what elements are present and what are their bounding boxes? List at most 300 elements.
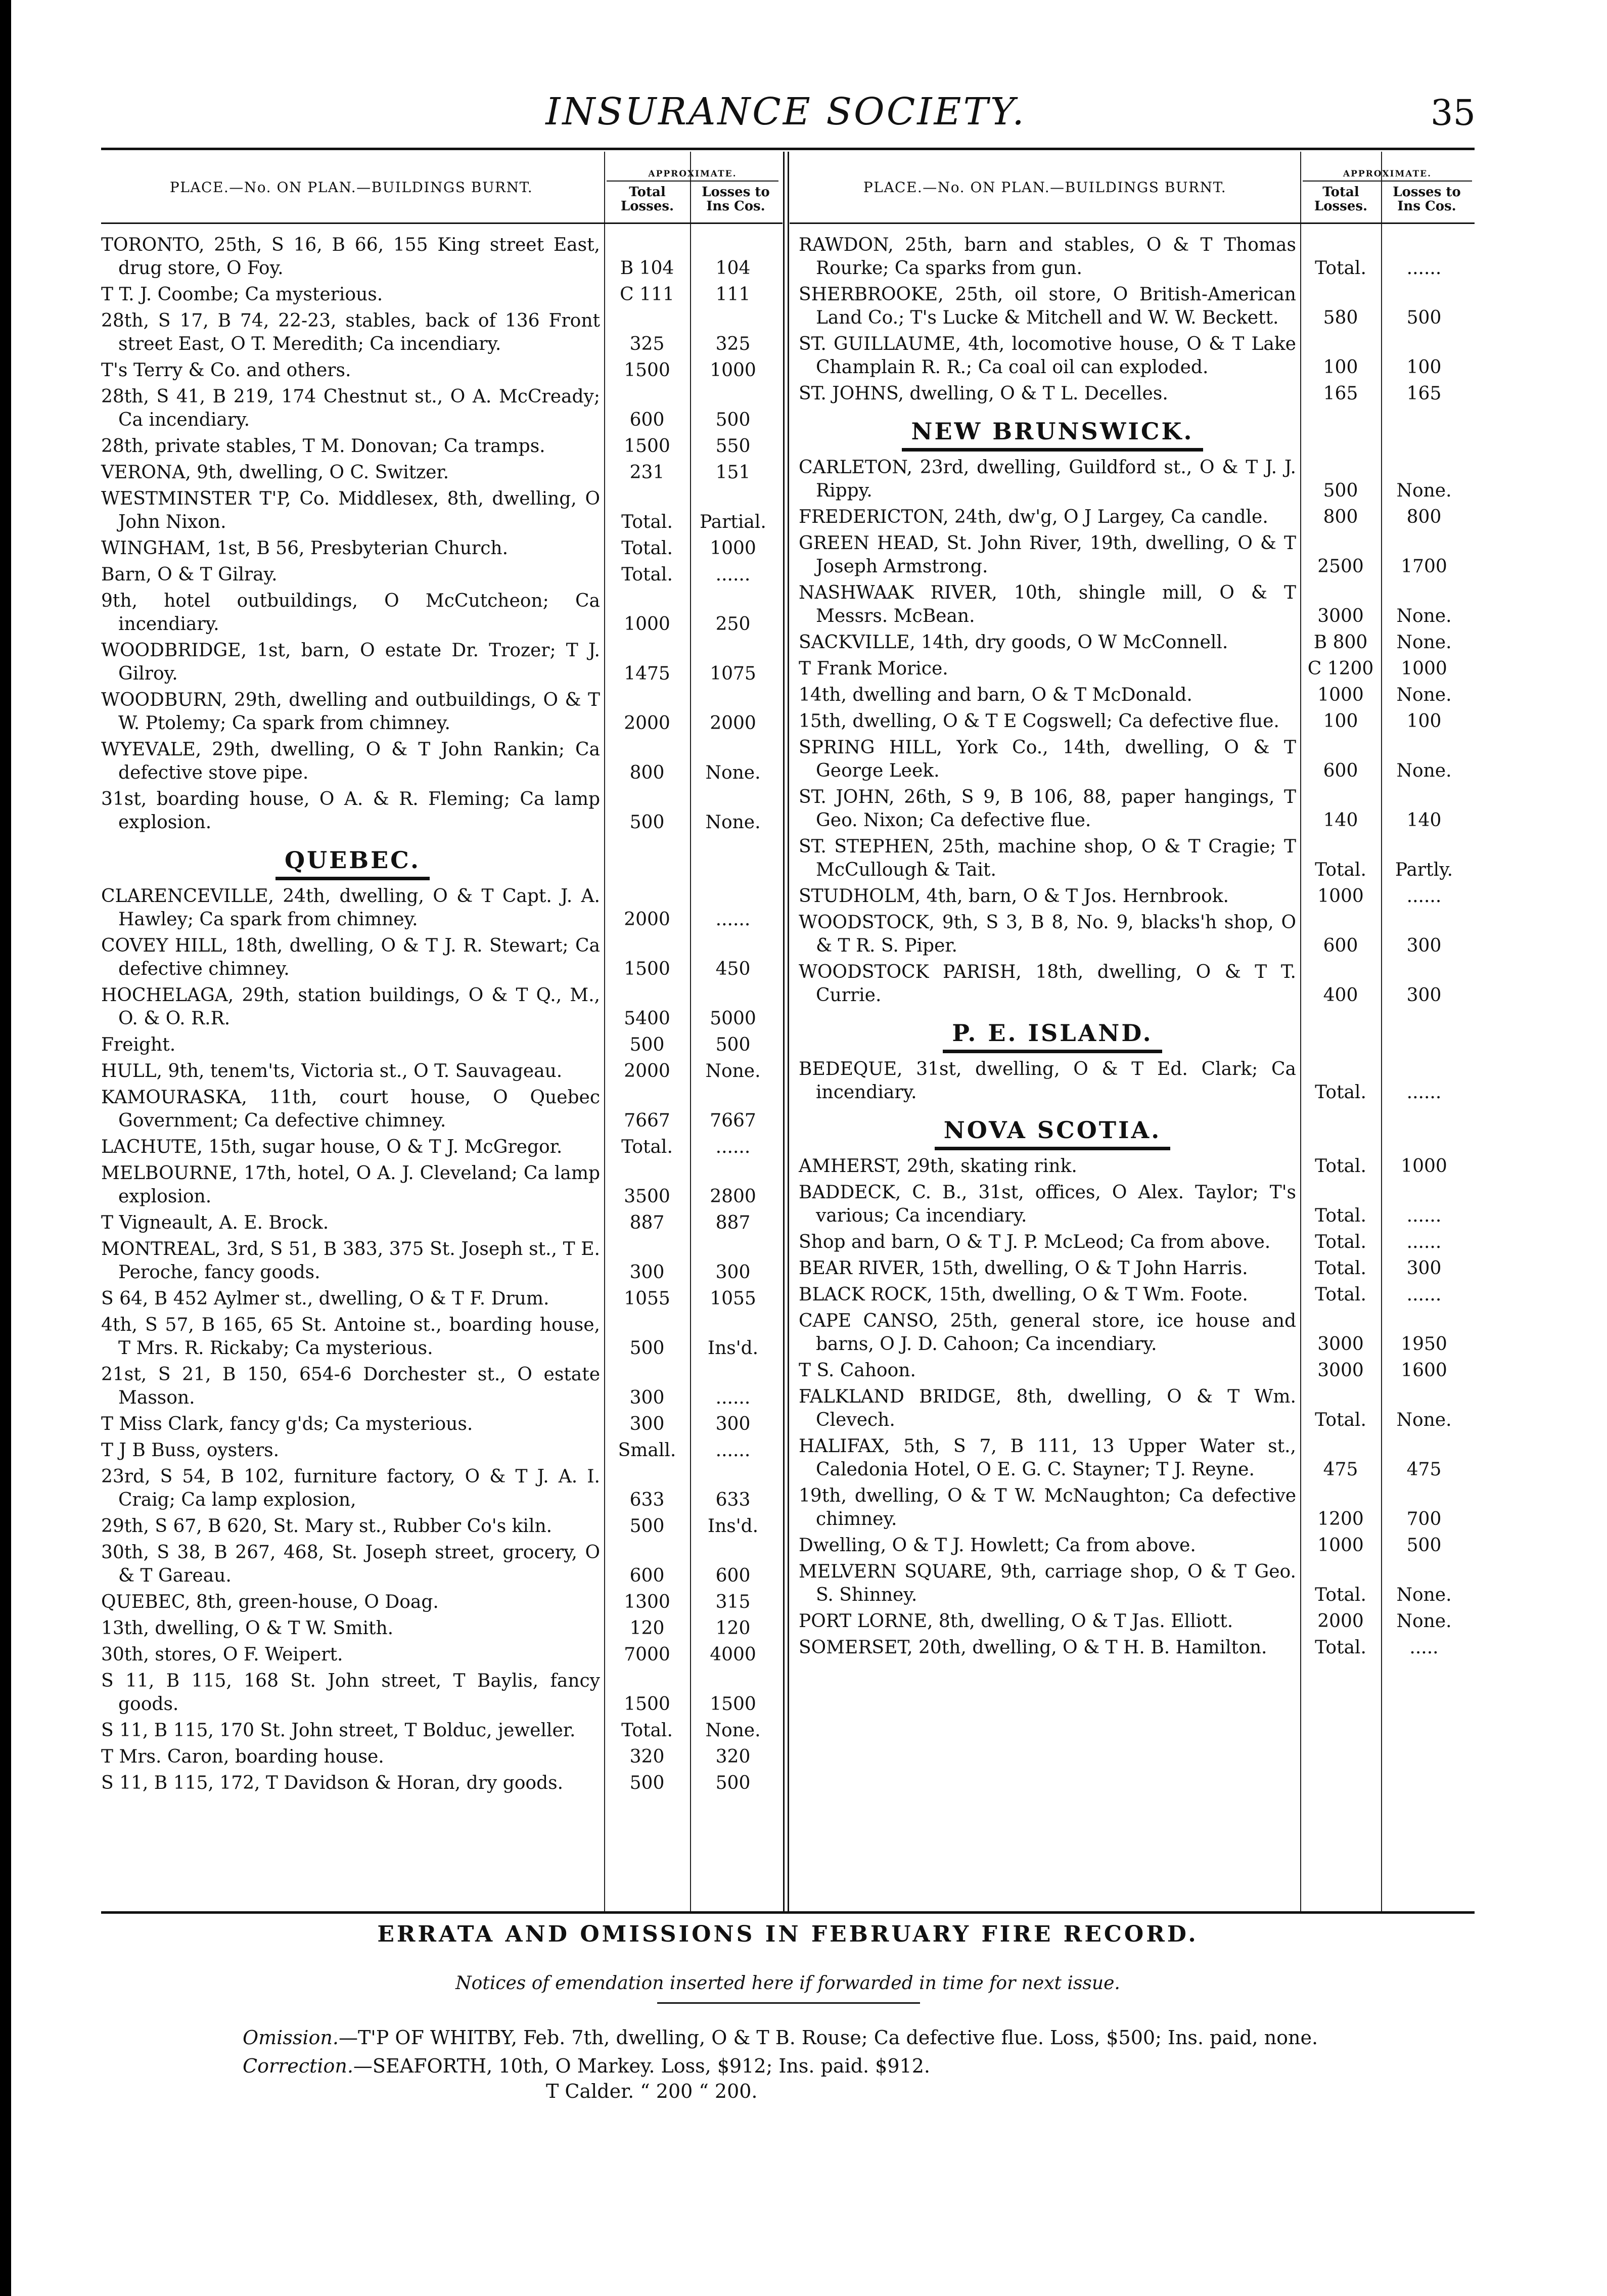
- total-losses-cell: Total.: [1315, 1284, 1366, 1305]
- total-losses-cell: Total.: [1315, 258, 1366, 279]
- ins-losses-cell: ......: [715, 909, 751, 930]
- entry-text: WOODSTOCK PARISH, 18th, dwelling, O & T T. Currie.: [799, 962, 1296, 1006]
- entry-text: 23rd, S 54, B 102, furniture factory, O & T J. A. I. Craig; Ca lamp explosion,: [101, 1466, 600, 1510]
- correction-label: Correction.: [243, 2055, 353, 2077]
- table-row: [101, 1439, 783, 1462]
- table-row: [101, 537, 783, 560]
- total-losses-cell: 1475: [624, 663, 670, 684]
- table-row: [101, 234, 783, 280]
- correction-line-2: T Calder. “ 200 “ 200.: [546, 2080, 758, 2102]
- total-losses-cell: 500: [629, 1338, 665, 1359]
- table-row: [101, 1643, 783, 1667]
- total-losses-cell: 1000: [1317, 886, 1364, 907]
- table-row: [790, 835, 1475, 882]
- ins-losses-cell: 7667: [710, 1110, 756, 1131]
- table-row: [101, 435, 783, 458]
- ins-losses-cell: None.: [705, 1061, 761, 1082]
- total-losses-cell: 2000: [1317, 1611, 1364, 1632]
- table-row: [101, 1136, 783, 1159]
- total-losses-cell: 100: [1323, 711, 1358, 732]
- total-losses-cell: 500: [629, 1034, 665, 1055]
- table-row: [101, 934, 783, 981]
- table-row: [101, 590, 783, 636]
- ins-losses-cell: None.: [705, 812, 761, 833]
- entry-text: 28th, private stables, T M. Donovan; Ca tramps.: [101, 436, 545, 457]
- table-row: [101, 639, 783, 686]
- total-losses-cell: Total.: [1315, 1637, 1366, 1658]
- total-losses-cell: 2500: [1317, 556, 1364, 577]
- table-row: [101, 1086, 783, 1133]
- ins-losses-cell: None.: [1396, 606, 1452, 626]
- table-row: [790, 1435, 1475, 1481]
- left-column: [101, 152, 783, 1911]
- ins-losses-cell: None.: [705, 1720, 761, 1741]
- table-row: [101, 487, 783, 534]
- total-losses-cell: 325: [629, 334, 665, 354]
- ins-losses-cell: 120: [715, 1618, 751, 1639]
- entry-text: QUEBEC, 8th, green-house, O Doag.: [101, 1592, 439, 1612]
- table-row: [790, 631, 1475, 654]
- table-row: [101, 563, 783, 587]
- total-losses-cell: 600: [1323, 760, 1358, 781]
- omission-label: Omission.: [243, 2027, 339, 2049]
- section-heading: [790, 418, 1315, 445]
- ins-losses-cell: 320: [715, 1746, 751, 1767]
- table-row: [790, 283, 1475, 330]
- entry-text: 13th, dwelling, O & T W. Smith.: [101, 1618, 394, 1639]
- table-row: [101, 309, 783, 356]
- table-row: [101, 1033, 783, 1057]
- entry-text: Shop and barn, O & T J. P. McLeod; Ca from above.: [799, 1232, 1271, 1252]
- ins-losses-cell: None.: [1396, 1410, 1452, 1430]
- ins-losses-cell: 104: [715, 258, 751, 279]
- ins-losses-cell: ......: [1406, 1082, 1442, 1103]
- entry-text: T Mrs. Caron, boarding house.: [101, 1746, 384, 1767]
- entry-text: NASHWAAK RIVER, 10th, shingle mill, O & T Messrs. McBean.: [799, 582, 1296, 626]
- entry-text: WOODBRIDGE, 1st, barn, O estate Dr. Trozer; T J. Gilroy.: [101, 640, 600, 684]
- entry-text: T Vigneault, A. E. Brock.: [101, 1212, 329, 1233]
- section-heading: [790, 1116, 1315, 1144]
- ins-losses-cell: 2800: [710, 1186, 756, 1207]
- total-losses-cell: 1200: [1317, 1509, 1364, 1529]
- table-row: [790, 1181, 1475, 1228]
- entry-text: HULL, 9th, tenem'ts, Victoria st., O T. Sauvageau.: [101, 1061, 563, 1082]
- table-row: [101, 1314, 783, 1360]
- entry-text: MONTREAL, 3rd, S 51, B 383, 375 St. Joseph st., T E. Peroche, fancy goods.: [101, 1239, 600, 1283]
- table-row: [790, 1636, 1475, 1659]
- ins-losses-cell: 300: [715, 1414, 751, 1434]
- ins-losses-cell: ......: [715, 1387, 751, 1408]
- table-row: [101, 1060, 783, 1083]
- ins-losses-cell: 1000: [1401, 1156, 1447, 1177]
- footer-rule: [101, 1911, 1475, 1914]
- entry-text: HOCHELAGA, 29th, station buildings, O & T Q., M., O. & O. R.R.: [101, 985, 600, 1029]
- ins-losses-cell: 100: [1406, 711, 1442, 732]
- entry-text: COVEY HILL, 18th, dwelling, O & T J. R. Stewart; Ca defective chimney.: [101, 935, 600, 979]
- ins-losses-cell: 1700: [1401, 556, 1447, 577]
- ins-losses-cell: .....: [1409, 1637, 1439, 1658]
- total-losses-cell: B 800: [1313, 632, 1368, 653]
- entry-text: AMHERST, 29th, skating rink.: [799, 1156, 1077, 1177]
- ins-losses-cell: 633: [715, 1490, 751, 1510]
- page-binding-edge: [0, 0, 11, 2296]
- ins-losses-cell: Partial.: [700, 512, 766, 532]
- ins-losses-cell: None.: [1396, 685, 1452, 705]
- entry-text: 28th, S 17, B 74, 22-23, stables, back of 136 Front street East, O T. Meredith; Ca incendiary.: [101, 310, 600, 354]
- table-row: [101, 1465, 783, 1512]
- section-heading-text: NEW BRUNSWICK.: [902, 418, 1203, 452]
- ins-losses-cell: 1950: [1401, 1334, 1447, 1355]
- entry-text: CAPE CANSO, 25th, general store, ice house and barns, O J. D. Cahoon; Ca incendiary.: [799, 1311, 1296, 1355]
- ins-losses-cell: 5000: [710, 1008, 756, 1029]
- total-losses-cell: 7667: [624, 1110, 670, 1131]
- table-row: [101, 689, 783, 735]
- header-approximate: APPROXIMATE.: [607, 169, 778, 182]
- total-losses-cell: 500: [629, 1516, 665, 1537]
- total-losses-cell: 400: [1323, 985, 1358, 1006]
- entry-text: MELVERN SQUARE, 9th, carriage shop, O & T Geo. S. Shinney.: [799, 1561, 1296, 1605]
- table-row: [790, 581, 1475, 628]
- entry-text: KAMOURASKA, 11th, court house, O Quebec Government; Ca defective chimney.: [101, 1087, 600, 1131]
- table-row: [101, 461, 783, 484]
- total-losses-cell: Total.: [1315, 1082, 1366, 1103]
- ins-losses-cell: None.: [1396, 760, 1452, 781]
- total-losses-cell: 7000: [624, 1644, 670, 1665]
- table-row: [790, 736, 1475, 783]
- ins-losses-cell: Partly.: [1395, 860, 1453, 880]
- entry-text: CARLETON, 23rd, dwelling, Guildford st., O & T J. J. Rippy.: [799, 457, 1296, 501]
- entry-text: T T. J. Coombe; Ca mysterious.: [101, 284, 383, 305]
- ins-losses-cell: None.: [1396, 632, 1452, 653]
- ins-losses-cell: 1000: [1401, 658, 1447, 679]
- entry-text: 21st, S 21, B 150, 654-6 Dorchester st., O estate Masson.: [101, 1364, 600, 1408]
- total-losses-cell: 300: [629, 1387, 665, 1408]
- total-losses-cell: 600: [629, 1565, 665, 1586]
- total-losses-cell: 165: [1323, 383, 1358, 404]
- entry-text: Dwelling, O & T J. Howlett; Ca from above.: [799, 1535, 1196, 1556]
- section-heading-text: P. E. ISLAND.: [943, 1019, 1162, 1053]
- correction-text: —SEAFORTH, 10th, O Markey. Loss, $912; Ins. paid. $912.: [353, 2055, 930, 2077]
- ins-losses-cell: 250: [715, 614, 751, 635]
- entry-text: WESTMINSTER T'P, Co. Middlesex, 8th, dwelling, O John Nixon.: [101, 488, 600, 532]
- ins-losses-cell: None.: [1396, 1611, 1452, 1632]
- total-losses-cell: 1500: [624, 436, 670, 457]
- ins-losses-cell: 2000: [710, 713, 756, 734]
- table-row: [790, 1484, 1475, 1531]
- total-losses-cell: Total.: [1315, 1258, 1366, 1279]
- entry-text: Freight.: [101, 1034, 176, 1055]
- total-losses-cell: Total.: [621, 1137, 673, 1157]
- top-rule: [101, 148, 1475, 150]
- total-losses-cell: 3000: [1317, 1334, 1364, 1355]
- entry-text: S 64, B 452 Aylmer st., dwelling, O & T F. Drum.: [101, 1288, 549, 1309]
- table-row: [101, 1363, 783, 1410]
- total-losses-cell: 3500: [624, 1186, 670, 1207]
- notice-rule: [657, 2002, 920, 2004]
- omission-text: —T'P OF WHITBY, Feb. 7th, dwelling, O & T B. Rouse; Ca defective flue. Loss, $500; Ins. paid, none.: [338, 2027, 1318, 2049]
- ins-losses-cell: 600: [715, 1565, 751, 1586]
- entry-text: BLACK ROCK, 15th, dwelling, O & T Wm. Foote.: [799, 1284, 1248, 1305]
- header-total-losses: Total Losses.: [1314, 185, 1368, 214]
- ins-losses-cell: 100: [1406, 357, 1442, 378]
- ins-losses-cell: 800: [1406, 507, 1442, 527]
- ins-losses-cell: ......: [1406, 886, 1442, 907]
- page-title: INSURANCE SOCIETY.: [545, 90, 1026, 133]
- table-row: [101, 385, 783, 432]
- table-row: [101, 1287, 783, 1311]
- table-row: [790, 911, 1475, 958]
- table-row: [790, 684, 1475, 707]
- table-row: [790, 1359, 1475, 1382]
- entry-text: VERONA, 9th, dwelling, O C. Switzer.: [101, 462, 449, 483]
- header-place: PLACE.—No. ON PLAN.—BUILDINGS BURNT.: [863, 179, 1227, 196]
- ins-losses-cell: Ins'd.: [707, 1338, 759, 1359]
- entry-text: SPRING HILL, York Co., 14th, dwelling, O & T George Leek.: [799, 737, 1296, 781]
- ins-losses-cell: ......: [1406, 1284, 1442, 1305]
- entry-text: 4th, S 57, B 165, 65 St. Antoine st., boarding house, T Mrs. R. Rickaby; Ca mysterious.: [101, 1315, 600, 1359]
- ins-losses-cell: ......: [1406, 1232, 1442, 1252]
- entry-text: ST. GUILLAUME, 4th, locomotive house, O & T Lake Champlain R. R.; Ca coal oil can exploded.: [799, 334, 1296, 378]
- ins-losses-cell: 1055: [710, 1288, 756, 1309]
- table-row: [101, 283, 783, 306]
- total-losses-cell: C 111: [620, 284, 674, 305]
- entry-text: WYEVALE, 29th, dwelling, O & T John Rankin; Ca defective stove pipe.: [101, 739, 600, 783]
- entry-text: LACHUTE, 15th, sugar house, O & T J. McGregor.: [101, 1137, 563, 1157]
- section-heading: [790, 1019, 1315, 1047]
- entry-text: PORT LORNE, 8th, dwelling, O & T Jas. Elliott.: [799, 1611, 1233, 1632]
- entry-text: S 11, B 115, 168 St. John street, T Baylis, fancy goods.: [101, 1671, 600, 1715]
- errata-notice: Notices of emendation inserted here if forwarded in time for next issue.: [455, 1973, 1120, 1994]
- total-losses-cell: Total.: [621, 538, 673, 559]
- ins-losses-cell: 475: [1406, 1459, 1442, 1480]
- entry-text: HALIFAX, 5th, S 7, B 111, 13 Upper Water st., Caledonia Hotel, O E. G. C. Stayner; T J. Reyne.: [799, 1436, 1296, 1480]
- table-row: [790, 1231, 1475, 1254]
- table-row: [790, 456, 1475, 503]
- right-rows: [790, 234, 1475, 1662]
- fire-record-table: [101, 152, 1475, 1911]
- ins-losses-cell: 500: [1406, 1535, 1442, 1556]
- ins-losses-cell: None.: [705, 762, 761, 783]
- total-losses-cell: 800: [1323, 507, 1358, 527]
- total-losses-cell: Total.: [1315, 1156, 1366, 1177]
- ins-losses-cell: ......: [1406, 258, 1442, 279]
- omission-line: [243, 2025, 1466, 2050]
- table-row: [790, 786, 1475, 832]
- entry-text: BEAR RIVER, 15th, dwelling, O & T John Harris.: [799, 1258, 1248, 1279]
- ins-losses-cell: 151: [715, 462, 751, 483]
- table-row: [790, 382, 1475, 406]
- table-row: [101, 1541, 783, 1588]
- total-losses-cell: 475: [1323, 1459, 1358, 1480]
- entry-text: T S. Cahoon.: [799, 1360, 916, 1381]
- ins-losses-cell: ......: [715, 1440, 751, 1461]
- table-row: [790, 885, 1475, 908]
- total-losses-cell: 1300: [624, 1592, 670, 1612]
- table-row: [101, 1413, 783, 1436]
- table-row: [790, 1385, 1475, 1432]
- total-losses-cell: 1000: [1317, 1535, 1364, 1556]
- table-row: [790, 710, 1475, 733]
- total-losses-cell: Total.: [1315, 1585, 1366, 1605]
- ins-losses-cell: None.: [1396, 480, 1452, 501]
- table-row: [101, 1591, 783, 1614]
- total-losses-cell: 600: [629, 410, 665, 430]
- section-heading-text: QUEBEC.: [276, 846, 430, 880]
- total-losses-cell: 2000: [624, 1061, 670, 1082]
- entry-text: ST. JOHN, 26th, S 9, B 106, 88, paper hangings, T Geo. Nixon; Ca defective flue.: [799, 787, 1296, 831]
- ins-losses-cell: 111: [715, 284, 751, 305]
- ins-losses-cell: 300: [1406, 1258, 1442, 1279]
- total-losses-cell: 320: [629, 1746, 665, 1767]
- table-row: [101, 885, 783, 931]
- table-row: [790, 506, 1475, 529]
- header-losses-to-ins: Losses to Ins Cos.: [702, 185, 770, 214]
- entry-text: MELBOURNE, 17th, hotel, O A. J. Cleveland; Ca lamp explosion.: [101, 1163, 600, 1207]
- table-row: [101, 1162, 783, 1208]
- total-losses-cell: 1500: [624, 360, 670, 381]
- total-losses-cell: Total.: [621, 512, 673, 532]
- correction-line: [243, 2054, 1466, 2078]
- total-losses-cell: 500: [629, 812, 665, 833]
- entry-text: T Frank Morice.: [799, 658, 948, 679]
- entry-text: WINGHAM, 1st, B 56, Presbyterian Church.: [101, 538, 509, 559]
- total-losses-cell: 231: [629, 462, 665, 483]
- center-double-rule: [783, 152, 789, 1911]
- total-losses-cell: 1000: [1317, 685, 1364, 705]
- ins-losses-cell: 165: [1406, 383, 1442, 404]
- section-heading: [101, 846, 604, 874]
- entry-text: S 11, B 115, 172, T Davidson & Horan, dry goods.: [101, 1773, 564, 1793]
- total-losses-cell: 2000: [624, 713, 670, 734]
- total-losses-cell: 1500: [624, 1694, 670, 1715]
- total-losses-cell: 5400: [624, 1008, 670, 1029]
- right-column: [790, 152, 1475, 1911]
- table-row: [101, 1238, 783, 1284]
- entry-text: SOMERSET, 20th, dwelling, O & T H. B. Hamilton.: [799, 1637, 1267, 1658]
- table-header: [790, 152, 1475, 224]
- total-losses-cell: 300: [629, 1262, 665, 1283]
- table-row: [101, 738, 783, 785]
- table-row: [101, 984, 783, 1030]
- total-losses-cell: 500: [1323, 480, 1358, 501]
- total-losses-cell: 600: [1323, 935, 1358, 956]
- entry-text: BADDECK, C. B., 31st, offices, O Alex. Taylor; T's various; Ca incendiary.: [799, 1182, 1296, 1226]
- ins-losses-cell: 500: [715, 1034, 751, 1055]
- total-losses-cell: 3000: [1317, 1360, 1364, 1381]
- ins-losses-cell: None.: [1396, 1585, 1452, 1605]
- ins-losses-cell: 315: [715, 1592, 751, 1612]
- ins-losses-cell: 140: [1406, 810, 1442, 831]
- ins-losses-cell: 500: [715, 1773, 751, 1793]
- entry-text: 28th, S 41, B 219, 174 Chestnut st., O A. McCready; Ca incendiary.: [101, 386, 600, 430]
- total-losses-cell: Total.: [1315, 1205, 1366, 1226]
- total-losses-cell: 1055: [624, 1288, 670, 1309]
- ins-losses-cell: Ins'd.: [707, 1516, 759, 1537]
- table-row: [790, 1257, 1475, 1280]
- ins-losses-cell: 325: [715, 334, 751, 354]
- running-head: [96, 90, 1476, 136]
- entry-text: CLARENCEVILLE, 24th, dwelling, O & T Capt. J. A. Hawley; Ca spark from chimney.: [101, 886, 600, 930]
- ins-losses-cell: 1075: [710, 663, 756, 684]
- entry-text: T's Terry & Co. and others.: [101, 360, 351, 381]
- entry-text: SACKVILLE, 14th, dry goods, O W McConnell.: [799, 632, 1228, 653]
- total-losses-cell: 500: [629, 1773, 665, 1793]
- ins-losses-cell: 887: [715, 1212, 751, 1233]
- total-losses-cell: 1500: [624, 959, 670, 979]
- total-losses-cell: 580: [1323, 307, 1358, 328]
- ins-losses-cell: 700: [1406, 1509, 1442, 1529]
- ins-losses-cell: 1000: [710, 538, 756, 559]
- ins-losses-cell: 500: [715, 410, 751, 430]
- entry-text: 31st, boarding house, O A. & R. Fleming; Ca lamp explosion.: [101, 789, 600, 833]
- table-row: [101, 1670, 783, 1716]
- table-row: [101, 1211, 783, 1235]
- table-row: [101, 1617, 783, 1640]
- table-header: [101, 152, 783, 224]
- ins-losses-cell: ......: [715, 564, 751, 585]
- header-total-losses: Total Losses.: [620, 185, 674, 214]
- table-row: [790, 1310, 1475, 1356]
- ins-losses-cell: 4000: [710, 1644, 756, 1665]
- table-row: [101, 1515, 783, 1538]
- entry-text: T J B Buss, oysters.: [101, 1440, 280, 1461]
- entry-text: RAWDON, 25th, barn and stables, O & T Thomas Rourke; Ca sparks from gun.: [799, 235, 1296, 279]
- section-heading-text: NOVA SCOTIA.: [935, 1116, 1171, 1150]
- total-losses-cell: 2000: [624, 909, 670, 930]
- total-losses-cell: B 104: [620, 258, 674, 279]
- entry-text: WOODSTOCK, 9th, S 3, B 8, No. 9, blacks'h shop, O & T R. S. Piper.: [799, 912, 1296, 956]
- table-row: [790, 1560, 1475, 1607]
- entry-text: 14th, dwelling and barn, O & T McDonald.: [799, 685, 1192, 705]
- ins-losses-cell: 300: [1406, 985, 1442, 1006]
- entry-text: 29th, S 67, B 620, St. Mary st., Rubber Co's kiln.: [101, 1516, 553, 1537]
- table-row: [790, 657, 1475, 681]
- ins-losses-cell: 1500: [710, 1694, 756, 1715]
- errata-title: ERRATA AND OMISSIONS IN FEBRUARY FIRE RECORD.: [377, 1921, 1199, 1947]
- entry-text: BEDEQUE, 31st, dwelling, O & T Ed. Clark; Ca incendiary.: [799, 1059, 1296, 1103]
- entry-text: 15th, dwelling, O & T E Cogswell; Ca defective flue.: [799, 711, 1279, 732]
- table-row: [790, 1283, 1475, 1307]
- entry-text: 9th, hotel outbuildings, O McCutcheon; Ca incendiary.: [101, 591, 600, 635]
- total-losses-cell: 300: [629, 1414, 665, 1434]
- entry-text: STUDHOLM, 4th, barn, O & T Jos. Hernbrook.: [799, 886, 1229, 907]
- entry-text: T Miss Clark, fancy g'ds; Ca mysterious.: [101, 1414, 473, 1434]
- table-row: [101, 788, 783, 834]
- total-losses-cell: Total.: [621, 1720, 673, 1741]
- table-row: [101, 1745, 783, 1769]
- table-row: [790, 532, 1475, 578]
- entry-text: 30th, S 38, B 267, 468, St. Joseph street, grocery, O & T Gareau.: [101, 1542, 600, 1586]
- total-losses-cell: 887: [629, 1212, 665, 1233]
- entry-text: ST. STEPHEN, 25th, machine shop, O & T Cragie; T McCullough & Tait.: [799, 836, 1296, 880]
- entry-text: Barn, O & T Gilray.: [101, 564, 278, 585]
- ins-losses-cell: 300: [1406, 935, 1442, 956]
- table-row: [101, 1772, 783, 1795]
- total-losses-cell: 140: [1323, 810, 1358, 831]
- table-row: [101, 359, 783, 382]
- table-row: [790, 333, 1475, 379]
- ins-losses-cell: 1000: [710, 360, 756, 381]
- entry-text: 19th, dwelling, O & T W. McNaughton; Ca defective chimney.: [799, 1485, 1296, 1529]
- total-losses-cell: Small.: [618, 1440, 676, 1461]
- entry-text: 30th, stores, O F. Weipert.: [101, 1644, 343, 1665]
- total-losses-cell: 1000: [624, 614, 670, 635]
- table-row: [790, 961, 1475, 1007]
- table-row: [790, 1058, 1475, 1104]
- ins-losses-cell: 300: [715, 1262, 751, 1283]
- table-row: [790, 1534, 1475, 1557]
- entry-text: WOODBURN, 29th, dwelling and outbuildings, O & T W. Ptolemy; Ca spark from chimney.: [101, 690, 600, 734]
